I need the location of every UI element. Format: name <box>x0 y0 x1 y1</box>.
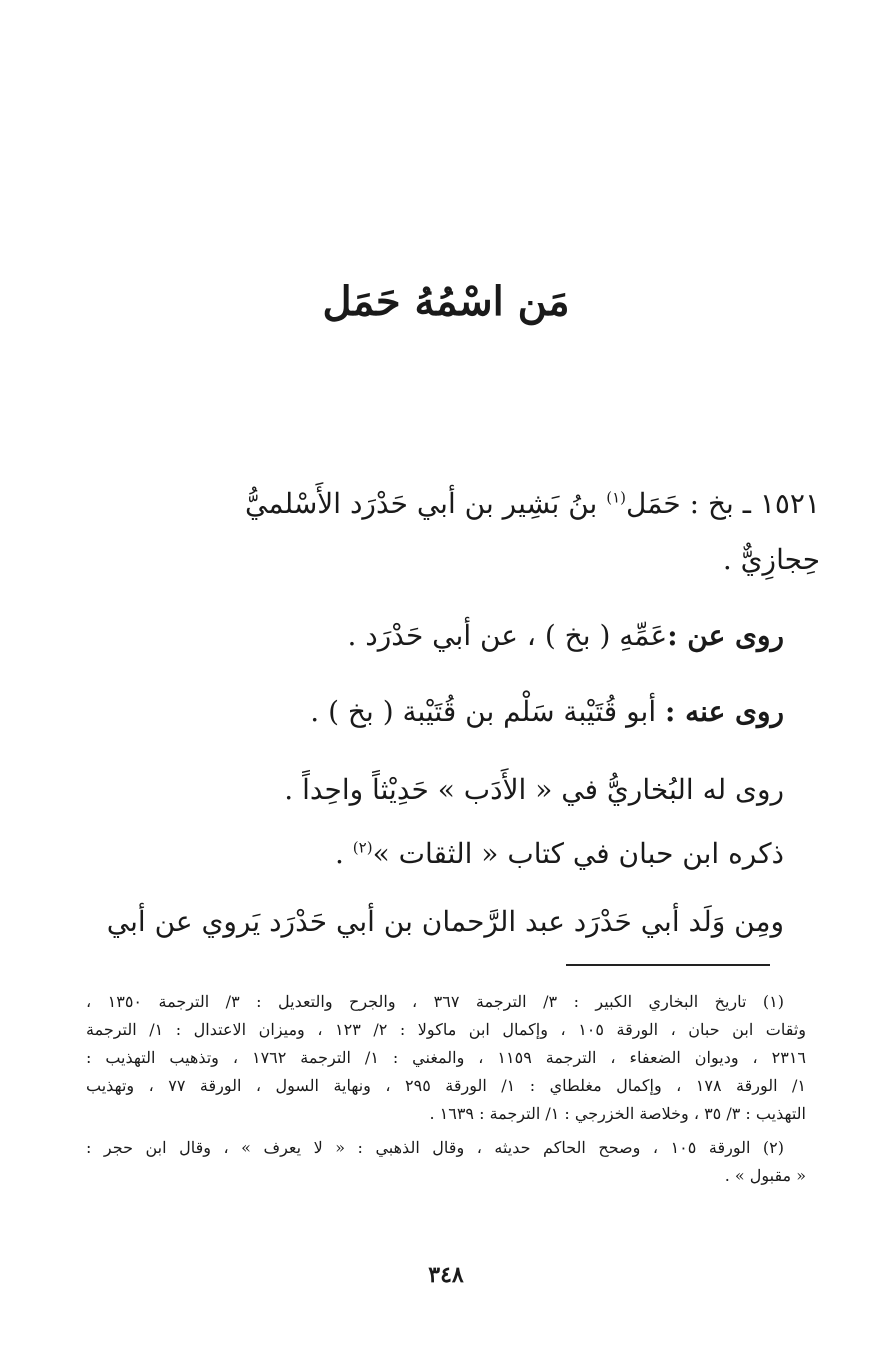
footnote-ref-1[interactable]: (١) <box>606 488 627 507</box>
entry-heading-text: ١٥٢١ ـ بخ : حَمَل <box>626 487 820 520</box>
narrated-from-text: عَمِّهِ ( بخ ) ، عن أبي حَدْرَد . <box>347 619 668 652</box>
entry-heading-rest: بنُ بَشِير بن أبي حَدْرَد الأَسْلميُّ <box>245 487 607 520</box>
continuation-line: ومِن وَلَد أبي حَدْرَد عبد الرَّحمان بن أبي حَدْرَد يَروي عن أبي <box>106 905 784 938</box>
footnote-1-line-3: ٢٣١٦ ، وديوان الضعفاء ، الترجمة ١١٥٩ ، والمغني : ١/ الترجمة ١٧٦٢ ، وتذهيب التهذيب : <box>86 1048 806 1067</box>
footnote-1-line-5: التهذيب : ٣/ ٣٥ ، وخلاصة الخزرجي : ١/ الترجمة : ١٦٣٩ . <box>429 1104 806 1123</box>
bukhari-line: روى له البُخاريُّ في « الأَدَب » حَدِيْثاً واحِداً . <box>284 773 784 806</box>
footnote-1-line-2: وثقات ابن حبان ، الورقة ١٠٥ ، وإكمال ابن ماكولا : ٢/ ١٢٣ ، وميزان الاعتدال : ١/ الترجمة <box>86 1020 807 1039</box>
entry-heading-line <box>72 484 820 524</box>
narrated-from-label: روى عن : <box>667 619 784 652</box>
narrated-by-text: أبو قُتَيْبة سَلْم بن قُتَيْبة ( بخ ) . <box>310 695 657 728</box>
narrated-by-label: روى عنه : <box>665 695 784 728</box>
entry-heading-continuation: حِجازِيٌّ . <box>722 543 820 576</box>
footnote-1-line-4: ١/ الورقة ١٧٨ ، وإكمال مغلطاي : ١/ الورقة ٢٩٥ ، ونهاية السول ، الورقة ٧٧ ، وتهذيب <box>86 1076 807 1095</box>
footnote-separator <box>566 964 770 966</box>
ibn-hibban-end: . <box>334 837 353 870</box>
footnote-2-line-2: « مقبول » . <box>724 1166 806 1185</box>
footnotes-block <box>86 988 806 1190</box>
footnote-ref-2[interactable]: (٢) <box>352 838 373 857</box>
ibn-hibban-text: ذكره ابن حبان في كتاب « الثقات » <box>372 837 784 870</box>
footnote-2-line-1: (٢) الورقة ١٠٥ ، وصحح الحاكم حديثه ، وقال الذهبي : « لا يعرف » ، وقال ابن حجر : <box>86 1138 785 1157</box>
ibn-hibban-line <box>70 834 784 874</box>
chapter-title: مَن اسْمُهُ حَمَل <box>322 278 570 325</box>
narrated-by-line <box>70 692 784 732</box>
narrated-from-line <box>70 616 784 656</box>
page-number: ٣٤٨ <box>428 1262 464 1288</box>
footnote-1-line-1: (١) تاريخ البخاري الكبير : ٣/ الترجمة ٣٦٧ ، والجرح والتعديل : ٣/ الترجمة ١٣٥٠ ، <box>86 992 785 1011</box>
